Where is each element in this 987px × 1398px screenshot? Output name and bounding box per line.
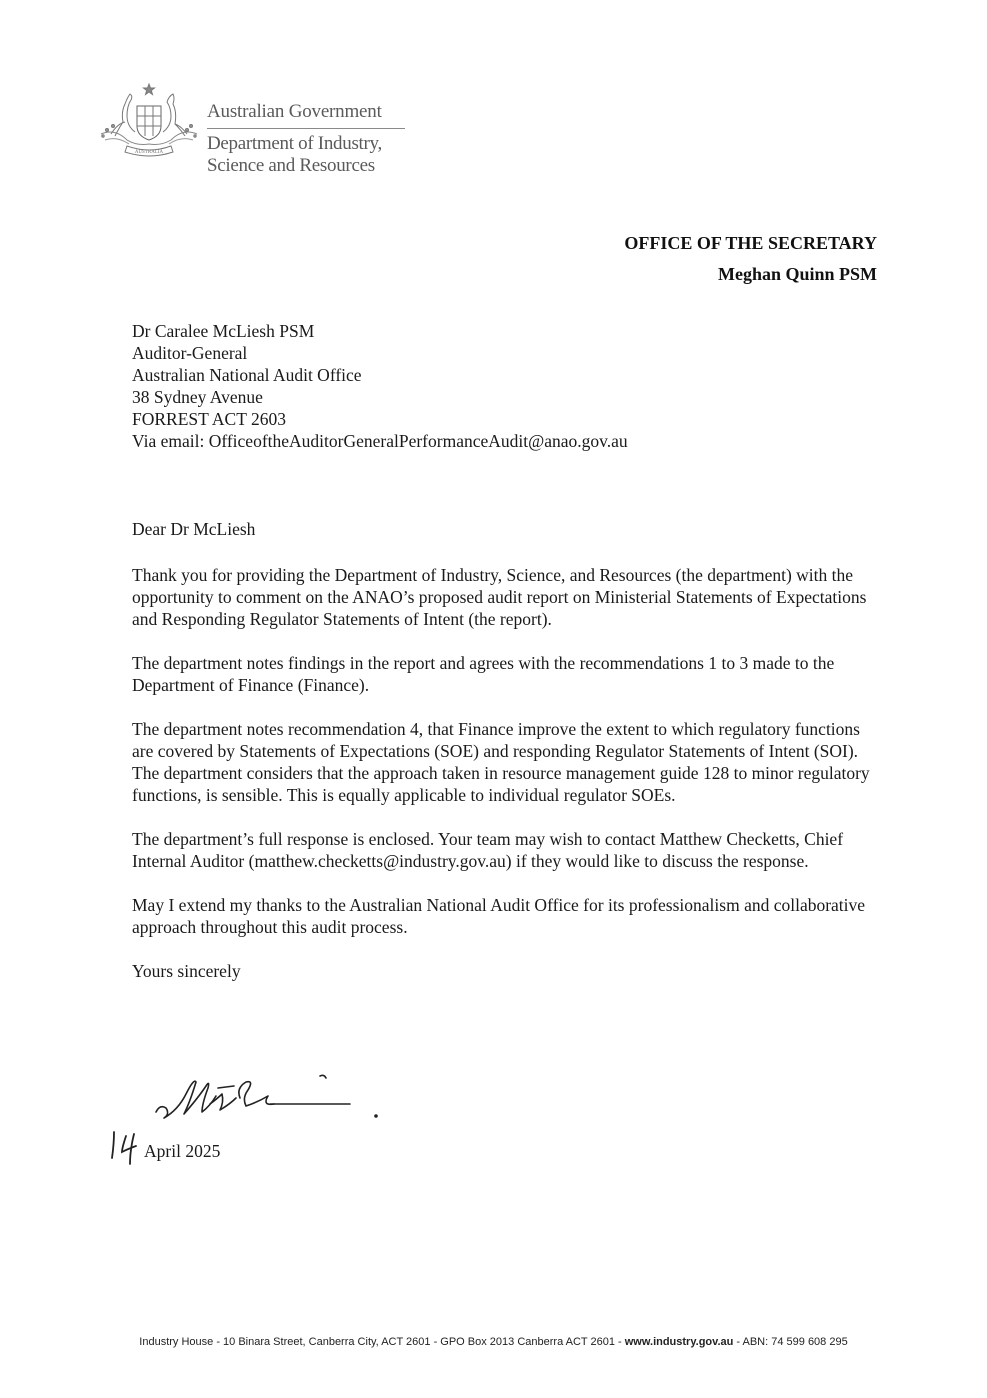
signature-icon: [150, 1068, 390, 1128]
department-name-line1: Department of Industry,: [207, 133, 382, 154]
footer: [0, 1336, 987, 1348]
paragraph: The department’s full response is enclosed. Your team may wish to contact Matthew Checketts, Chief Internal Auditor (matthew.checketts@industry.gov.au) if they would like to discuss the response.: [132, 829, 844, 871]
recipient-email: Via email: OfficeoftheAuditorGeneralPerformanceAudit@anao.gov.au: [132, 431, 628, 451]
secretary-name: Meghan Quinn PSM: [717, 264, 877, 284]
paragraph: Thank you for providing the Department of Industry, Science, and Resources (the department) with the opportunity to comment on the ANAO’s proposed audit report on Ministerial Statements of Expectations and Responding Regulator Statements of Intent (the report).: [132, 565, 867, 629]
footer-website[interactable]: www.industry.gov.au: [624, 1336, 734, 1348]
office-block: [624, 228, 877, 290]
salutation: Dear Dr McLiesh: [132, 519, 256, 539]
footer-abn: - ABN: 74 599 608 295: [733, 1336, 848, 1348]
office-title: OFFICE OF THE SECRETARY: [624, 233, 877, 253]
svg-text:AUSTRALIA: AUSTRALIA: [134, 150, 164, 155]
letter-body: [132, 518, 872, 1004]
recipient-position: Auditor-General: [132, 343, 248, 363]
letter-date: [108, 1128, 220, 1166]
government-branding: [207, 101, 405, 177]
date-printed: April 2025: [144, 1141, 221, 1161]
paragraph: May I extend my thanks to the Australian National Audit Office for its professionalism and collaborative approach throughout this audit process.: [132, 895, 866, 937]
recipient-organisation: Australian National Audit Office: [132, 365, 362, 385]
government-name: Australian Government: [207, 101, 405, 129]
recipient-city: FORREST ACT 2603: [132, 409, 286, 429]
paragraph: The department notes findings in the report and agrees with the recommendations 1 to 3 made to the Department of Finance (Finance).: [132, 653, 835, 695]
footer-address: Industry House - 10 Binara Street, Canberra City, ACT 2601 - GPO Box 2013 Canberra ACT 2601 -: [139, 1336, 625, 1348]
paragraph: The department notes recommendation 4, that Finance improve the extent to which regulatory functions are covered by Statements of Expectations (SOE) and responding Regulator Statements of Intent (SOI). The department considers that the approach taken in resource management guide 128 to minor regulatory functions, is sensible. This is equally applicable to individual regulator SOEs.: [132, 719, 870, 805]
recipient-address: [132, 320, 628, 452]
recipient-street: 38 Sydney Avenue: [132, 387, 263, 407]
handwritten-day: [108, 1128, 142, 1166]
coat-of-arms-icon: [97, 82, 201, 160]
recipient-name: Dr Caralee McLiesh PSM: [132, 321, 315, 341]
department-name-line2: Science and Resources: [207, 155, 375, 176]
closing: Yours sincerely: [132, 961, 241, 981]
